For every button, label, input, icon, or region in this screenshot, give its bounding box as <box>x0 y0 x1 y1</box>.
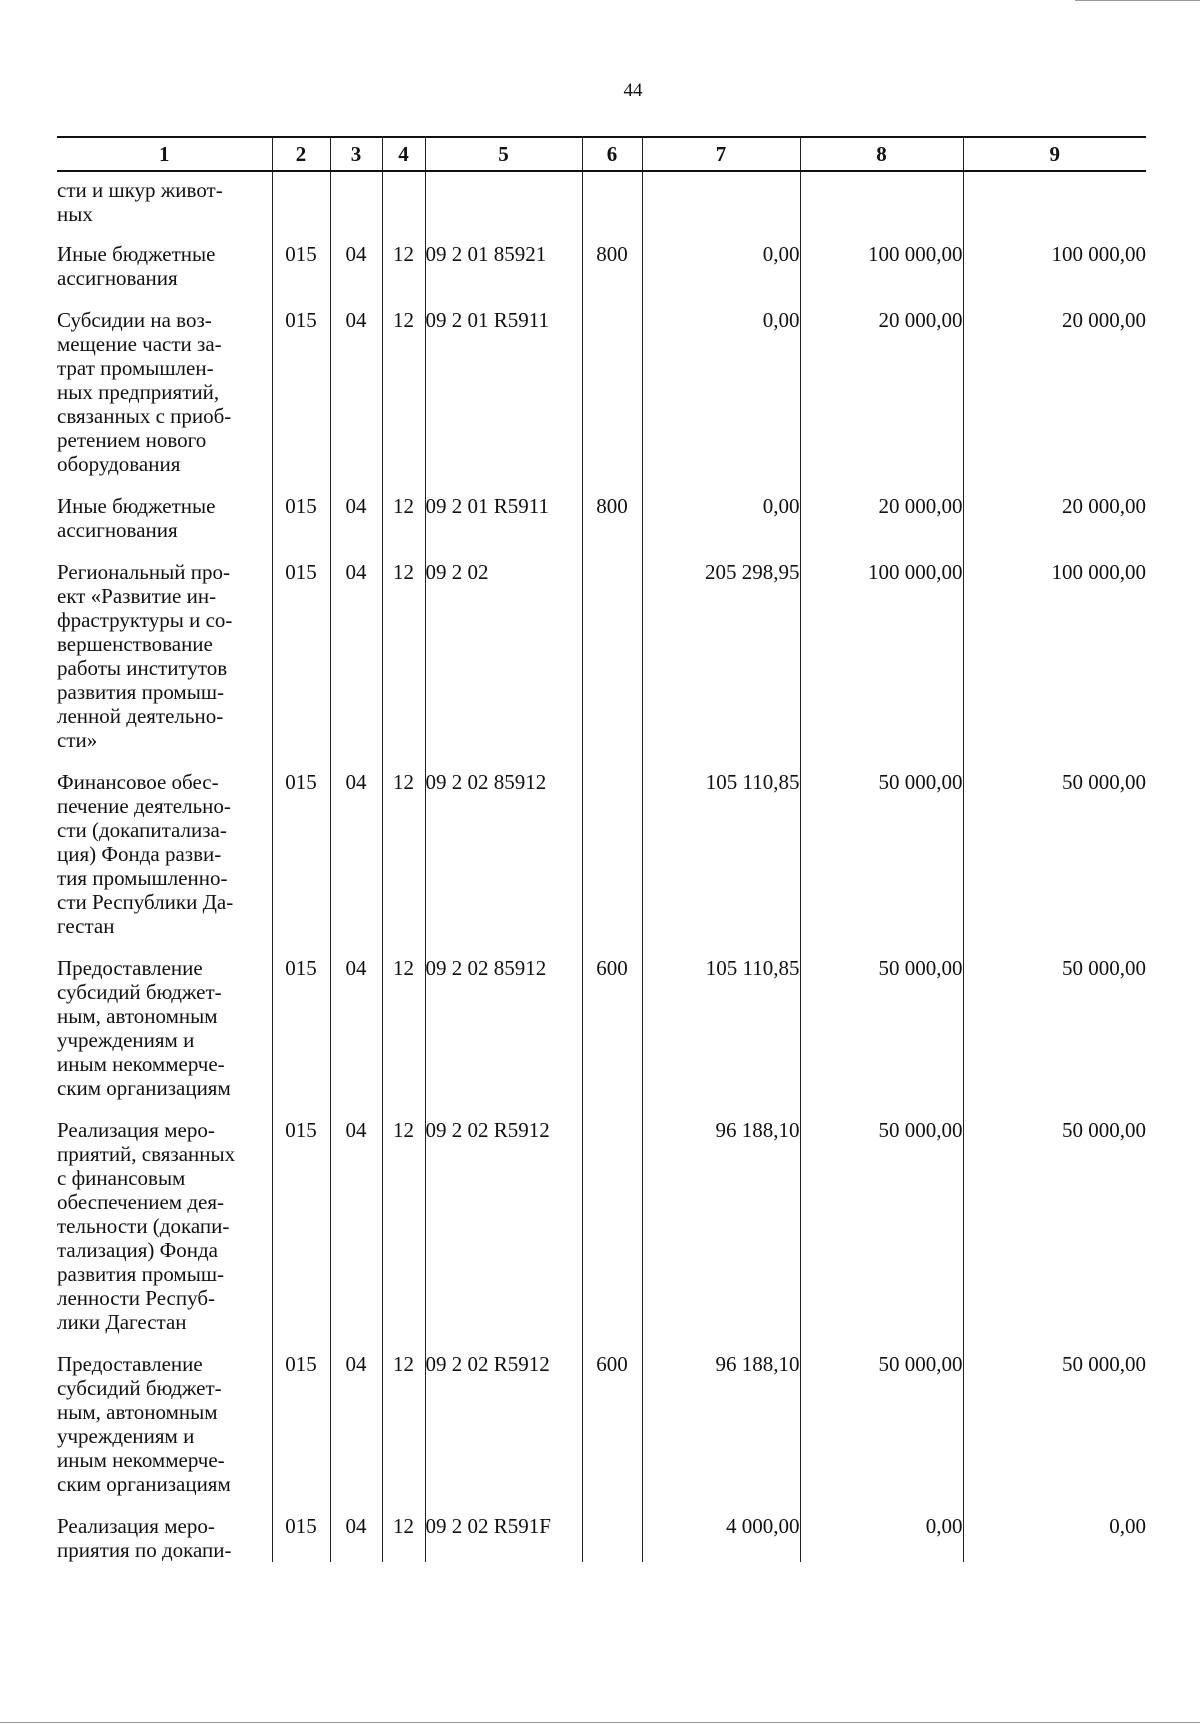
row-name: Субсидии на воз- мещение части за- трат промышлен- ных предприятий, связанных с приоб- ретением нового оборудования <box>57 308 232 476</box>
cell-target-article: 09 2 02 <box>425 554 582 764</box>
col-header-9: 9 <box>963 137 1146 171</box>
cell-subsection: 12 <box>382 488 425 554</box>
cell-amount-8: 0,00 <box>800 1508 963 1562</box>
row-name: Финансовое обес- печение деятельно- сти (докапитализа- ция) Фонда разви- тия промышленно- сти Республики Да- гестан <box>57 770 234 938</box>
cell-amount-7: 105 110,85 <box>642 764 800 950</box>
row-name: Региональный про- ект «Развитие ин- фраструктуры и со- вершенствование работы институтов развития промыш- ленной деятельно- сти» <box>57 560 233 752</box>
budget-table <box>57 136 1146 1562</box>
row-name: Реализация меро- приятия по докапи- <box>57 1514 232 1562</box>
cell-subsection: 12 <box>382 236 425 302</box>
table-row <box>57 1508 1146 1562</box>
col-header-4: 4 <box>382 137 425 171</box>
cell-amount-8: 50 000,00 <box>800 1112 963 1346</box>
cell-section: 04 <box>330 1346 382 1508</box>
cell-expense-type: 600 <box>582 950 642 1112</box>
cell-ministry: 015 <box>272 1508 330 1562</box>
cell-section: 04 <box>330 488 382 554</box>
table-row <box>57 764 1146 950</box>
cell-section: 04 <box>330 1508 382 1562</box>
cell-ministry: 015 <box>272 302 330 488</box>
cell-amount-9: 100 000,00 <box>963 236 1146 302</box>
cell-amount-7: 96 188,10 <box>642 1346 800 1508</box>
cell-subsection: 12 <box>382 1346 425 1508</box>
cell-subsection: 12 <box>382 950 425 1112</box>
cell-amount-8: 50 000,00 <box>800 950 963 1112</box>
cell-target-article: 09 2 02 R5912 <box>425 1346 582 1508</box>
page-number: 44 <box>623 80 643 101</box>
cell-target-article: 09 2 02 85912 <box>425 764 582 950</box>
cell-subsection: 12 <box>382 554 425 764</box>
cell-amount-9: 50 000,00 <box>963 1346 1146 1508</box>
cell-expense-type <box>582 764 642 950</box>
cell-amount-8: 20 000,00 <box>800 302 963 488</box>
cell-target-article: 09 2 01 R5911 <box>425 302 582 488</box>
cell-amount-9: 50 000,00 <box>963 950 1146 1112</box>
cell-target-article: 09 2 02 R5912 <box>425 1112 582 1346</box>
cell-amount-7: 105 110,85 <box>642 950 800 1112</box>
col-header-7: 7 <box>642 137 800 171</box>
cell-ministry: 015 <box>272 950 330 1112</box>
cell-amount-9: 50 000,00 <box>963 764 1146 950</box>
col-header-1: 1 <box>57 137 272 171</box>
cell-amount-7: 96 188,10 <box>642 1112 800 1346</box>
row-name: Иные бюджетные ассигнования <box>57 494 216 542</box>
cell-ministry: 015 <box>272 236 330 302</box>
cell-expense-type: 800 <box>582 488 642 554</box>
cell-expense-type <box>582 302 642 488</box>
cell-section: 04 <box>330 1112 382 1346</box>
col-header-8: 8 <box>800 137 963 171</box>
cell-ministry: 015 <box>272 1346 330 1508</box>
cell-subsection: 12 <box>382 1508 425 1562</box>
table-row <box>57 236 1146 302</box>
cell-expense-type <box>582 1508 642 1562</box>
cell-amount-9: 50 000,00 <box>963 1112 1146 1346</box>
scan-edge-line <box>1075 0 1200 1</box>
table-row <box>57 1346 1146 1508</box>
cell-expense-type: 800 <box>582 236 642 302</box>
col-header-6: 6 <box>582 137 642 171</box>
cell-amount-7: 0,00 <box>642 488 800 554</box>
cell-section: 04 <box>330 764 382 950</box>
cell-expense-type: 600 <box>582 1346 642 1508</box>
row-name: Иные бюджетные ассигнования <box>57 242 216 290</box>
cell-amount-7 <box>642 171 800 236</box>
cell-target-article: 09 2 01 R5911 <box>425 488 582 554</box>
cell-amount-7: 4 000,00 <box>642 1508 800 1562</box>
row-name: Предоставление субсидий бюджет- ным, автономным учреждениям и иным некоммерче- ским организациям <box>57 1352 231 1496</box>
table-row <box>57 1112 1146 1346</box>
cell-target-article: 09 2 02 85912 <box>425 950 582 1112</box>
table-row <box>57 488 1146 554</box>
table-row <box>57 302 1146 488</box>
cell-section: 04 <box>330 554 382 764</box>
cell-ministry: 015 <box>272 488 330 554</box>
cell-amount-9: 0,00 <box>963 1508 1146 1562</box>
cell-subsection <box>382 171 425 236</box>
cell-ministry: 015 <box>272 1112 330 1346</box>
cell-amount-7: 0,00 <box>642 302 800 488</box>
cell-amount-9: 100 000,00 <box>963 554 1146 764</box>
cell-ministry: 015 <box>272 764 330 950</box>
table-row <box>57 950 1146 1112</box>
cell-target-article <box>425 171 582 236</box>
cell-section: 04 <box>330 950 382 1112</box>
cell-subsection: 12 <box>382 302 425 488</box>
cell-section: 04 <box>330 236 382 302</box>
row-name: Предоставление субсидий бюджет- ным, автономным учреждениям и иным некоммерче- ским организациям <box>57 956 231 1100</box>
cell-ministry: 015 <box>272 554 330 764</box>
table-row <box>57 171 1146 236</box>
cell-amount-8: 50 000,00 <box>800 764 963 950</box>
cell-amount-7: 205 298,95 <box>642 554 800 764</box>
cell-expense-type <box>582 554 642 764</box>
cell-amount-8: 100 000,00 <box>800 554 963 764</box>
cell-target-article: 09 2 02 R591F <box>425 1508 582 1562</box>
row-name: сти и шкур живот- ных <box>57 178 223 226</box>
cell-amount-8: 100 000,00 <box>800 236 963 302</box>
cell-amount-8: 20 000,00 <box>800 488 963 554</box>
cell-target-article: 09 2 01 85921 <box>425 236 582 302</box>
cell-section <box>330 171 382 236</box>
column-number-header <box>57 137 1146 171</box>
col-header-3: 3 <box>330 137 382 171</box>
table-row <box>57 554 1146 764</box>
col-header-5: 5 <box>425 137 582 171</box>
cell-amount-9: 20 000,00 <box>963 488 1146 554</box>
cell-subsection: 12 <box>382 764 425 950</box>
cell-subsection: 12 <box>382 1112 425 1346</box>
cell-amount-8: 50 000,00 <box>800 1346 963 1508</box>
cell-amount-7: 0,00 <box>642 236 800 302</box>
row-name: Реализация меро- приятий, связанных с финансовым обеспечением дея- тельности (докапи- тализация) Фонда развития промыш- ленности Респуб- лики Дагестан <box>57 1118 236 1334</box>
cell-amount-9: 20 000,00 <box>963 302 1146 488</box>
cell-expense-type <box>582 1112 642 1346</box>
cell-section: 04 <box>330 302 382 488</box>
col-header-2: 2 <box>272 137 330 171</box>
cell-amount-9 <box>963 171 1146 236</box>
cell-ministry <box>272 171 330 236</box>
cell-amount-8 <box>800 171 963 236</box>
cell-expense-type <box>582 171 642 236</box>
scan-bottom-line <box>0 1722 1200 1723</box>
